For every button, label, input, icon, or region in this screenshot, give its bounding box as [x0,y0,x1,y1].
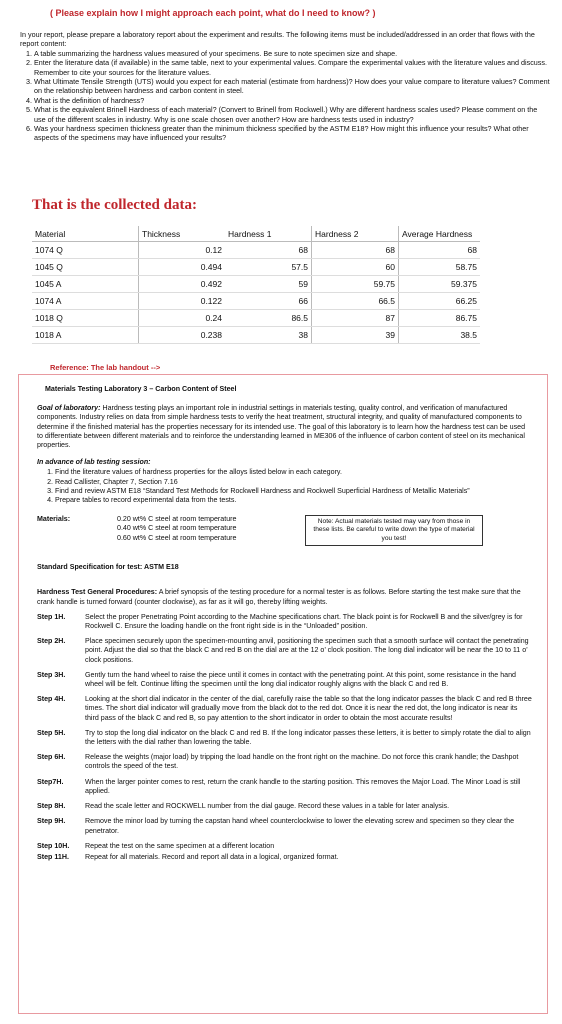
materials-label: Materials: [37,515,71,524]
step-text: Gently turn the hand wheel to raise the piece until it comes in contact with the penetrating point. At this point, some resistance in the hand wheel will be felt. Continue lifting the specimen until the long dial indicator roughly aligns with the black C and red B. [85,670,517,689]
advance-item: 4. Prepare tables to record experimental data from the tests. [55,496,532,505]
procedure-step [37,729,532,747]
material-item: 0.60 wt% C steel at room temperature [117,533,237,542]
materials-section [37,513,532,553]
procedure-step [37,778,532,796]
cell-hardness-2: 66.5 [312,293,399,310]
step-label: Step 1H. [37,612,66,621]
procedures-paragraph [37,588,532,606]
procedure-step [37,637,532,665]
step-text: Select the proper Penetrating Point according to the Machine specifications chart. The black point is for Rockwell B and the silver/grey is for Rockwell C. Ensure the loading handle on the front right side is in the “Unloaded” position. [85,612,523,631]
step-label: Step 4H. [37,695,66,704]
cell-hardness-1: 86.5 [225,310,312,327]
cell-average-hardness: 59.375 [399,276,481,293]
cell-material: 1045 A [32,276,139,293]
hardness-data-table [32,226,480,344]
procedure-step [37,842,532,851]
table-row [32,276,480,293]
material-item: 0.20 wt% C steel at room temperature [117,515,237,524]
advance-item: 2. Read Callister, Chapter 7, Section 7.16 [55,478,532,487]
step-label: Step7H. [37,777,64,786]
collected-data-heading: That is the collected data: [32,197,197,213]
cell-material: 1018 A [32,327,139,344]
instruction-item: 6. Was your hardness specimen thickness greater than the minimum thickness specified by the ASTM E18? How might this influence your results? What other aspects of the specimens may have influenced your results? [34,124,550,143]
cell-thickness: 0.238 [139,327,226,344]
procedures-label: Hardness Test General Procedures: [37,588,158,597]
lab-handout-content [37,385,532,868]
column-header-hardness-1: Hardness 1 [225,226,312,242]
cell-hardness-2: 59.75 [312,276,399,293]
procedure-step [37,613,532,631]
instructions-list [20,49,550,143]
step-label: Step 6H. [37,753,66,762]
table-row [32,310,480,327]
cell-thickness: 0.492 [139,276,226,293]
cell-average-hardness: 58.75 [399,259,481,276]
cell-hardness-2: 60 [312,259,399,276]
step-label: Step 5H. [37,728,66,737]
step-label: Step 8H. [37,802,66,811]
table-row [32,327,480,344]
cell-material: 1018 Q [32,310,139,327]
instructions-intro: In your report, please prepare a laboratory report about the experiment and results. The following items must be included/addressed in an order that flows with the report content: [20,30,535,49]
standard-specification: Standard Specification for test: ASTM E18 [37,563,179,572]
instruction-item: 4. What is the definition of hardness? [34,96,550,105]
cell-average-hardness: 66.25 [399,293,481,310]
advance-item: 1. Find the literature values of hardness properties for the alloys listed below in each category. [55,468,532,477]
step-label: Step 2H. [37,637,66,646]
step-text: Repeat the test on the same specimen at a different location [85,841,275,850]
handout-title: Materials Testing Laboratory 3 – Carbon Content of Steel [45,385,237,393]
step-text: Try to stop the long dial indicator on the black C and red B. If the long indicator passes these letters, it is better to simply rotate the dial to align the letters with the dial rather than lowering the table. [85,728,531,747]
cell-hardness-1: 66 [225,293,312,310]
cell-material: 1045 Q [32,259,139,276]
procedure-step [37,853,532,862]
reference-label: Reference: The lab handout --> [50,363,161,372]
cell-thickness: 0.494 [139,259,226,276]
cell-material: 1074 Q [32,242,139,259]
cell-average-hardness: 68 [399,242,481,259]
materials-list [117,515,236,543]
cell-hardness-2: 87 [312,310,399,327]
cell-material: 1074 A [32,293,139,310]
cell-hardness-1: 59 [225,276,312,293]
step-label: Step 10H. [37,841,70,850]
step-text: Read the scale letter and ROCKWELL number from the dial gauge. Record these values in a table for later analysis. [85,802,450,811]
procedure-step [37,817,532,835]
cell-average-hardness: 86.75 [399,310,481,327]
advance-title: In advance of lab testing session: [37,458,151,467]
procedure-step [37,671,532,689]
cell-thickness: 0.12 [139,242,226,259]
column-header-thickness: Thickness [139,226,226,242]
column-header-hardness-2: Hardness 2 [312,226,399,242]
report-instructions [20,30,550,143]
goal-paragraph [37,404,532,450]
step-label: Step 3H. [37,670,66,679]
cell-hardness-1: 57.5 [225,259,312,276]
step-text: Place specimen securely upon the specimen-mounting anvil, positioning the specimen such that a smooth surface will contact the penetrating point. Adjust the dial so that the black C and red B on the dial are at the 12 o’ clock position. The long dial indicator will be near the 10 to 11 o’ clock positions. [85,637,529,664]
lab-handout-image [18,374,548,1014]
procedure-step [37,753,532,771]
step-label: Step 11H. [37,852,69,861]
cell-hardness-2: 39 [312,327,399,344]
step-label: Step 9H. [37,817,66,826]
step-text: Repeat for all materials. Record and report all data in a logical, organized format. [85,852,339,861]
table-row [32,242,480,259]
cell-hardness-2: 68 [312,242,399,259]
instruction-item: 2. Enter the literature data (if available) in the same table, next to your experimental values. Compare the experimental values with the literature values and discuss. Remember to cite your sources for the literature values. [34,58,550,77]
cell-thickness: 0.122 [139,293,226,310]
column-header-material: Material [32,226,139,242]
table-row [32,259,480,276]
goal-label: Goal of laboratory: [37,404,101,413]
column-header-average-hardness: Average Hardness [399,226,481,242]
materials-note-box: Note: Actual materials tested may vary from those in these lists. Be careful to write down the type of material you test! [305,515,483,546]
instruction-item: 1. A table summarizing the hardness values measured of your specimens. Be sure to note specimen size and shape. [34,49,550,58]
procedures-text: A brief synopsis of the testing procedure for a normal tester is as follows. Before starting the test make sure that the crank handle is turned forward (counter clockwise), as far as it will go, thereby lifting weights. [37,588,521,606]
step-text: Remove the minor load by turning the capstan hand wheel counterclockwise to lower the elevating screw and specimen so they clear the penetrator. [85,817,515,835]
advance-item: 3. Find and review ASTM E18 “Standard Test Methods for Rockwell Hardness and Rockwell Superficial Hardness of Metallic Materials” [55,487,532,496]
step-text: When the larger pointer comes to rest, return the crank handle to the starting position. This removes the Major Load. The Minor Load is still applied. [85,777,521,795]
step-text: Looking at the short dial indicator in the center of the dial, carefully raise the table so that the long indicator passes the black C and red B three times. The short dial indicator will gradually move from the black dot to the red dot. Once it is near the red dot, the long indicator is near its third pass of the black C and red B, so pay attention to the short indicator in order to obtain the most accurate results! [85,695,532,722]
advance-list [37,468,532,505]
material-item: 0.40 wt% C steel at room temperature [117,524,237,533]
cell-thickness: 0.24 [139,310,226,327]
advance-section [37,458,532,505]
cell-hardness-1: 68 [225,242,312,259]
instruction-item: 5. What is the equivalent Brinell Hardness of each material? (Convert to Brinell from Rockwell.) Why are different hardness scales used? Please comment on the use of the different scales in industry. Why is one scale chosen over another? How are hardness tests used in industry? [34,105,550,124]
question-title: ( Please explain how I might approach each point, what do I need to know? ) [50,8,376,18]
procedure-step [37,695,532,723]
cell-hardness-1: 38 [225,327,312,344]
instruction-item: 3. What Ultimate Tensile Strength (UTS) would you expect for each material (estimate from hardness)? How does your value compare to literature values? Comment on the relationship between hardness and carbon content in steel. [34,77,550,96]
goal-text: Hardness testing plays an important role in industrial settings in materials testing, quality control, and verification of manufactured components. Industry relies on data from simple hardness tests to verify the heat treatment, structural integrity, and quality of manufactured components to determine if the finished material has the properties necessary for its intended use. The goal of this laboratory is to learn how the hardness test can be used to differentiate between different materials and to reinforce the understanding learned in ME306 of the influence of carbon content of steel on its mechanical properties. [37,404,526,450]
step-text: Release the weights (major load) by tripping the load handle on the front right on the machine. Do not force this crank handle; the Dashpot controls the speed of the test. [85,753,519,771]
cell-average-hardness: 38.5 [399,327,481,344]
table-row [32,293,480,310]
procedure-step [37,802,532,811]
table-header-row [32,226,480,242]
